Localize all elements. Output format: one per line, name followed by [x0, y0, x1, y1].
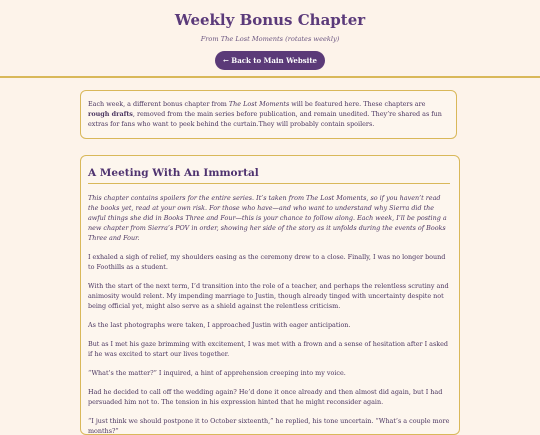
chapter-paragraph: I exhaled a sigh of relief, my shoulders easing as the ceremony drew to a close. Finally, I was no longer bound to Foothills as a student. — [88, 253, 446, 271]
intro-box — [80, 90, 457, 139]
intro-text-1: Each week, a different bonus chapter from — [88, 100, 229, 108]
page-subtitle: From The Lost Moments (rotates weekly) — [200, 35, 340, 43]
header-divider — [0, 76, 540, 78]
intro-text-3: , removed from the main series before publication, and remain unedited. They’re shared as fun extras for fans who want to peek behind the curtain.They will probably contain spoilers. — [88, 110, 442, 128]
page-header — [0, 0, 540, 75]
chapter-paragraph: But as I met his gaze brimming with excitement, I was met with a frown and a sense of hesitation after I asked if he was excited to start our lives together. — [88, 340, 449, 358]
chapter-box — [80, 155, 460, 435]
chapter-paragraph: “What’s the matter?” I inquired, a hint of apprehension creeping into my voice. — [88, 369, 346, 377]
intro-text-2: will be featured here. These chapters are — [289, 100, 426, 108]
page-title: Weekly Bonus Chapter — [174, 11, 366, 29]
chapter-paragraph: As the last photographs were taken, I approached Justin with eager anticipation. — [88, 321, 351, 329]
chapter-title: A Meeting With An Immortal — [88, 166, 450, 184]
intro-bold-text: rough drafts — [88, 110, 133, 118]
spoiler-warning: This chapter contains spoilers for the entire series. It’s taken from The Lost Moments, so if you haven’t read the books yet, read at your own risk. For those who have—and who want to understand why Sierra did the awful things she did in Books Three and Four—this is your chance to follow along. Each week, I’ll be posting a new chapter from Sierra’s POV in order, showing her side of the story as it unfolds during the events of Books Three and Four. — [88, 194, 447, 242]
chapter-paragraph: “I just think we should postpone it to October sixteenth,” he replied, his tone uncertain. “What’s a couple more months?” — [88, 417, 450, 435]
chapter-paragraph: Had he decided to call off the wedding again? He’d done it once already and then almost did again, but I had persuaded him not to. The tension in his expression hinted that he might reconsider again. — [88, 388, 443, 406]
chapter-paragraph: With the start of the next term, I’d transition into the role of a teacher, and perhaps the relentless scrutiny and animosity would relent. My impending marriage to Justin, though already tinged with uncertainty despite not being official yet, might also serve as a shield against the relentless criticism. — [88, 282, 449, 310]
back-to-main-website-button[interactable]: ← Back to Main Website — [215, 51, 325, 70]
intro-book-title: The Lost Moments — [228, 100, 290, 108]
